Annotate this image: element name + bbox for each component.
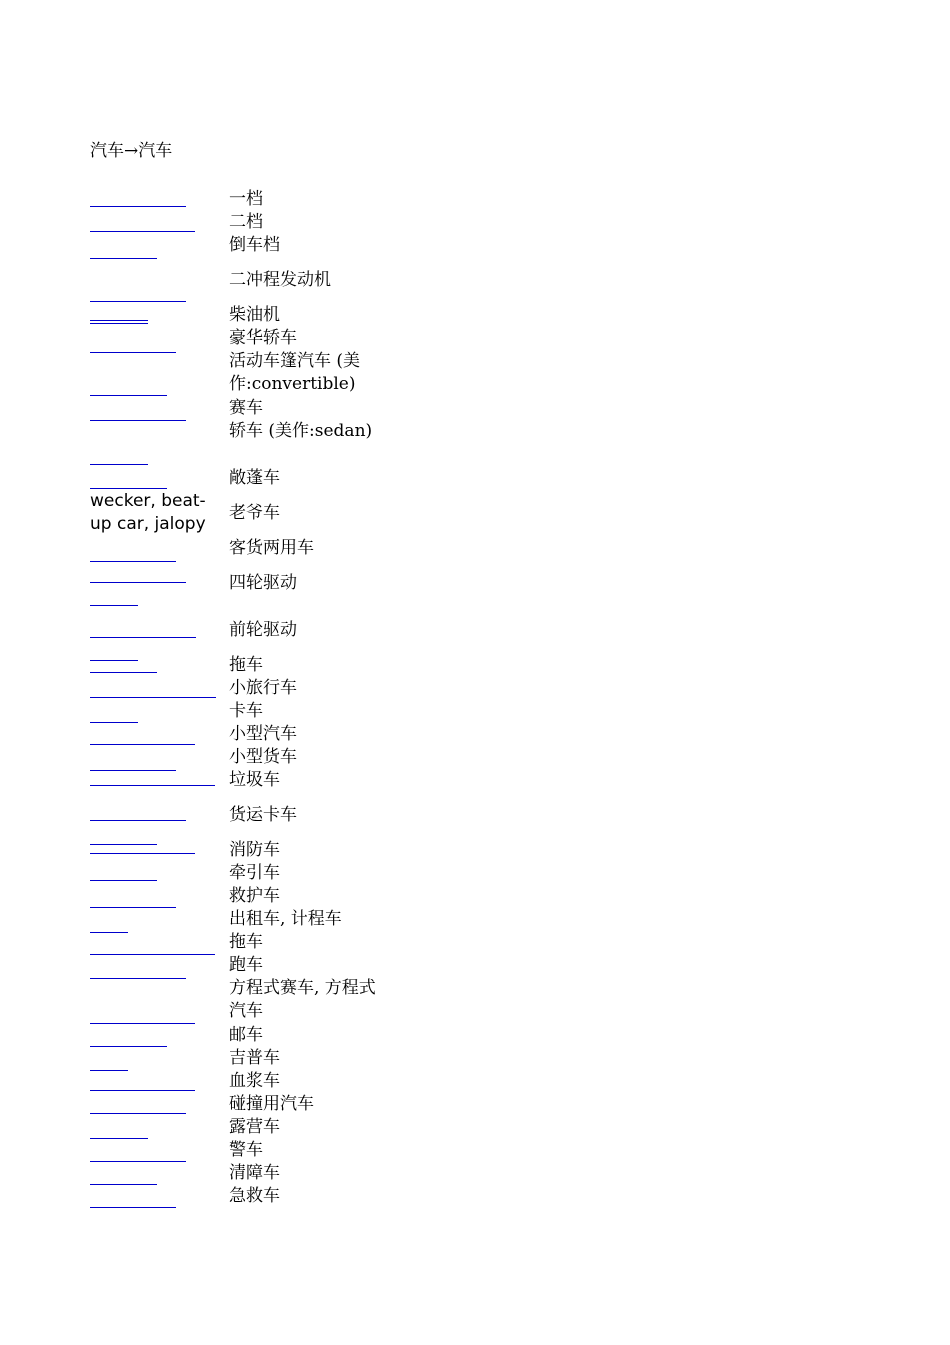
- translation-text: 邮车: [229, 1025, 263, 1045]
- translation-text: 清障车: [229, 1163, 280, 1183]
- term-cell[interactable]: [90, 188, 220, 211]
- translation-text: 方程式赛车, 方程式汽车: [229, 978, 376, 1021]
- term-cell[interactable]: [90, 1116, 220, 1139]
- list-item: [90, 537, 490, 560]
- translation-text: 豪华轿车: [229, 328, 297, 348]
- translation-text: 牵引车: [229, 863, 280, 883]
- term-cell[interactable]: [90, 234, 220, 257]
- translation-text: 跑车: [229, 955, 263, 975]
- translation-text: 露营车: [229, 1117, 280, 1137]
- translation-text: 四轮驱动: [229, 573, 297, 593]
- term-cell[interactable]: [90, 931, 220, 954]
- translation-text: 吉普车: [229, 1048, 280, 1068]
- term-link[interactable]: [90, 672, 157, 673]
- term-link[interactable]: [90, 785, 215, 786]
- term-cell[interactable]: [90, 537, 220, 560]
- term-cell[interactable]: [90, 257, 220, 304]
- term-link[interactable]: [90, 880, 157, 881]
- term-cell[interactable]: [90, 1047, 220, 1070]
- list-item: [90, 420, 490, 467]
- term-cell[interactable]: [90, 397, 220, 420]
- translation-text: 消防车: [229, 840, 280, 860]
- term-cell[interactable]: [90, 908, 220, 931]
- term-link[interactable]: [90, 231, 195, 232]
- term-cell[interactable]: [90, 977, 220, 1024]
- list-item: [90, 931, 490, 954]
- term-link[interactable]: [90, 853, 195, 854]
- list-item: [90, 977, 490, 1024]
- term-cell[interactable]: [90, 607, 220, 654]
- translation-text: 赛车: [229, 398, 263, 418]
- term-cell[interactable]: [90, 560, 220, 607]
- translation-text: 敞蓬车: [229, 468, 280, 488]
- translation-text: 警车: [229, 1140, 263, 1160]
- vocabulary-list: [90, 188, 490, 1208]
- list-item: [90, 792, 490, 839]
- term-cell[interactable]: [90, 792, 220, 839]
- translation-text: 小型货车: [229, 747, 297, 767]
- list-item: [90, 1185, 490, 1208]
- term-link[interactable]: [90, 301, 186, 302]
- translation-text: 急救车: [229, 1186, 280, 1206]
- translation-text: 二冲程发动机: [229, 270, 331, 290]
- translation-text: 柴油机: [229, 305, 280, 325]
- list-item: [90, 839, 490, 862]
- term-text: wecker, beat-up car, jalopy: [90, 491, 206, 534]
- term-link[interactable]: [90, 605, 138, 606]
- list-item: [90, 908, 490, 931]
- term-cell[interactable]: [90, 211, 220, 234]
- list-item: [90, 211, 490, 234]
- term-link[interactable]: [90, 1113, 186, 1114]
- translation-text: 活动车篷汽车 (美作:convertible): [229, 351, 361, 394]
- term-cell[interactable]: [90, 327, 220, 350]
- term-cell[interactable]: [90, 467, 220, 490]
- list-item: [90, 862, 490, 885]
- term-cell[interactable]: [90, 1093, 220, 1116]
- translation-text: 倒车档: [229, 235, 280, 255]
- list-item: [90, 350, 490, 397]
- term-cell[interactable]: [90, 350, 220, 397]
- term-link[interactable]: [90, 464, 148, 465]
- term-link[interactable]: [90, 582, 186, 583]
- term-cell[interactable]: [90, 304, 220, 327]
- translation-text: 一档: [229, 189, 263, 209]
- term-cell[interactable]: [90, 839, 220, 862]
- list-item: [90, 1116, 490, 1139]
- term-link[interactable]: [90, 488, 167, 489]
- translation-text: 卡车: [229, 701, 263, 721]
- list-item: [90, 677, 490, 700]
- list-item: [90, 257, 490, 304]
- term-cell[interactable]: [90, 1185, 220, 1208]
- translation-text: 拖车: [229, 932, 263, 952]
- list-item: [90, 769, 490, 792]
- list-item: [90, 1070, 490, 1093]
- list-item: [90, 327, 490, 350]
- translation-text: 拖车: [229, 655, 263, 675]
- term-cell[interactable]: [90, 654, 220, 677]
- translation-text: 小旅行车: [229, 678, 297, 698]
- translation-text: 出租车, 计程车: [229, 909, 342, 929]
- page-title: 汽车→汽车: [90, 141, 173, 161]
- list-item: [90, 560, 490, 607]
- term-link[interactable]: [90, 637, 196, 638]
- term-cell[interactable]: [90, 862, 220, 885]
- translation-text: 碰撞用汽车: [229, 1094, 314, 1114]
- term-link[interactable]: [90, 744, 195, 745]
- list-item: [90, 1162, 490, 1185]
- list-item: [90, 467, 490, 490]
- list-item: [90, 1093, 490, 1116]
- translation-text: 垃圾车: [229, 770, 280, 790]
- term-cell[interactable]: [90, 420, 220, 467]
- term-cell[interactable]: [90, 1024, 220, 1047]
- term-link[interactable]: [90, 320, 148, 321]
- term-link[interactable]: [90, 1207, 176, 1208]
- term-cell[interactable]: [90, 1070, 220, 1093]
- term-cell[interactable]: [90, 1162, 220, 1185]
- term-cell[interactable]: [90, 677, 220, 700]
- term-cell[interactable]: [90, 746, 220, 769]
- list-item: [90, 234, 490, 257]
- term-cell[interactable]: [90, 885, 220, 908]
- term-link[interactable]: [90, 697, 216, 698]
- translation-text: 小型汽车: [229, 724, 297, 744]
- term-link[interactable]: [90, 820, 186, 821]
- translation-text: 老爷车: [229, 503, 280, 523]
- list-item: [90, 746, 490, 769]
- term-link[interactable]: [90, 395, 167, 396]
- list-item: [90, 654, 490, 677]
- list-item: [90, 1047, 490, 1070]
- translation-text: 二档: [229, 212, 263, 232]
- translation-text: 客货两用车: [229, 538, 314, 558]
- list-item: [90, 954, 490, 977]
- list-item: [90, 1024, 490, 1047]
- term-cell[interactable]: [90, 1139, 220, 1162]
- list-item: [90, 1139, 490, 1162]
- translation-text: 救护车: [229, 886, 280, 906]
- term-cell[interactable]: [90, 700, 220, 723]
- list-item: [90, 607, 490, 654]
- translation-text: 货运卡车: [229, 805, 297, 825]
- term-cell[interactable]: [90, 723, 220, 746]
- term-link[interactable]: [90, 1090, 195, 1091]
- translation-text: 前轮驱动: [229, 620, 297, 640]
- translation-text: 血浆车: [229, 1071, 280, 1091]
- list-item: [90, 885, 490, 908]
- list-item: [90, 490, 490, 537]
- list-item: [90, 188, 490, 211]
- list-item: [90, 304, 490, 327]
- list-item: [90, 700, 490, 723]
- list-item: [90, 723, 490, 746]
- term-cell: [90, 490, 220, 537]
- term-cell[interactable]: [90, 954, 220, 977]
- list-item: [90, 397, 490, 420]
- term-cell[interactable]: [90, 769, 220, 792]
- term-link[interactable]: [90, 206, 186, 207]
- translation-text: 轿车 (美作:sedan): [229, 421, 373, 441]
